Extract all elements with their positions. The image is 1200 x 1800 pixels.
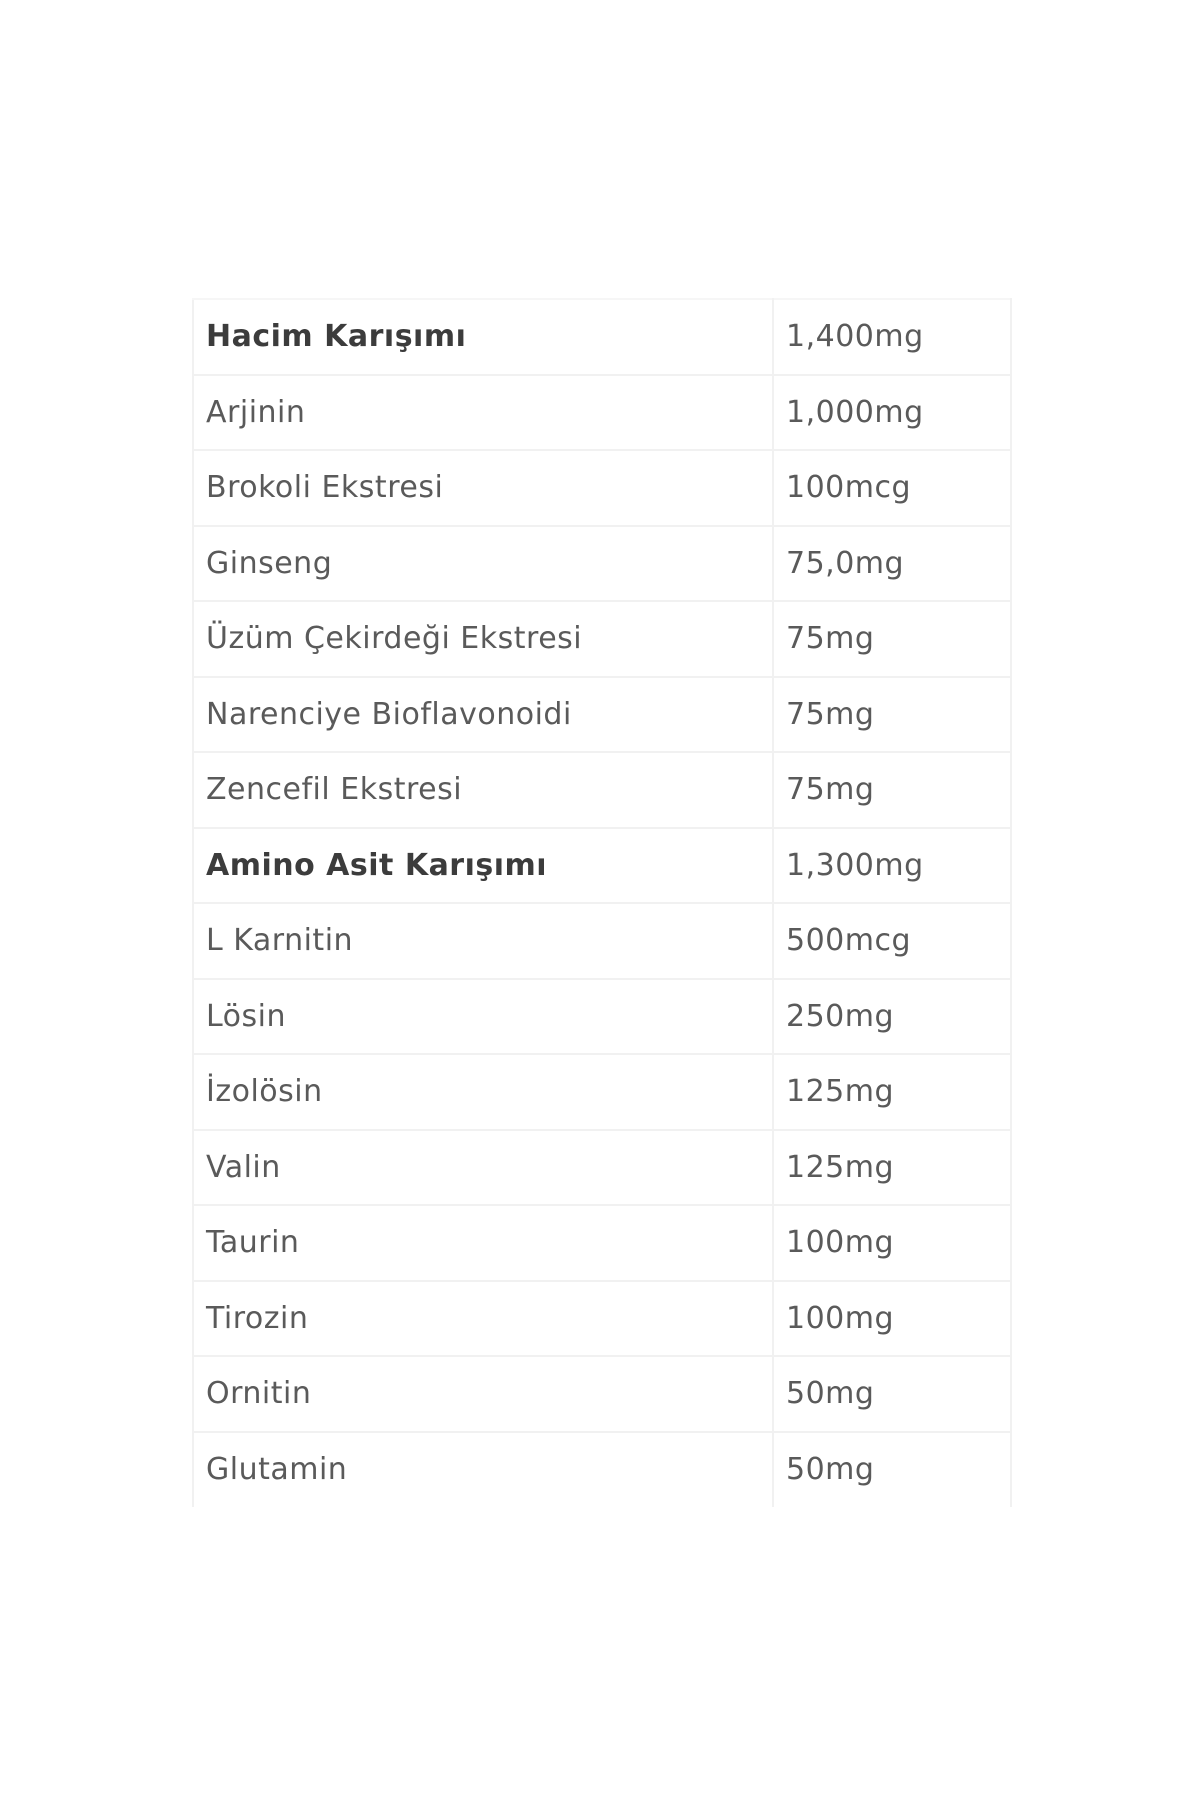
table-row <box>193 1281 1011 1357</box>
ingredient-amount: 50mg <box>773 1356 1011 1432</box>
ingredient-name: Zencefil Ekstresi <box>193 752 773 828</box>
ingredient-amount: 50mg <box>773 1432 1011 1508</box>
table-row <box>193 1130 1011 1206</box>
ingredient-name: Hacim Karışımı <box>193 299 773 375</box>
ingredients-table <box>192 298 1012 1507</box>
ingredient-name: Valin <box>193 1130 773 1206</box>
table-row <box>193 828 1011 904</box>
ingredient-name: Narenciye Bioflavonoidi <box>193 677 773 753</box>
ingredient-amount: 1,400mg <box>773 299 1011 375</box>
table-row <box>193 601 1011 677</box>
table-row <box>193 979 1011 1055</box>
table-row <box>193 375 1011 451</box>
ingredient-amount: 250mg <box>773 979 1011 1055</box>
table-row <box>193 752 1011 828</box>
ingredient-amount: 1,000mg <box>773 375 1011 451</box>
ingredient-amount: 125mg <box>773 1054 1011 1130</box>
ingredient-name: Ginseng <box>193 526 773 602</box>
ingredient-name: Arjinin <box>193 375 773 451</box>
table-row <box>193 1205 1011 1281</box>
ingredient-name: Lösin <box>193 979 773 1055</box>
ingredient-amount: 100mg <box>773 1205 1011 1281</box>
table-row <box>193 903 1011 979</box>
ingredient-name: Taurin <box>193 1205 773 1281</box>
ingredient-amount: 75,0mg <box>773 526 1011 602</box>
ingredient-name: Glutamin <box>193 1432 773 1508</box>
table-row <box>193 299 1011 375</box>
ingredient-amount: 75mg <box>773 601 1011 677</box>
ingredient-amount: 100mcg <box>773 450 1011 526</box>
ingredients-table-container <box>192 298 1010 1507</box>
ingredient-name: Ornitin <box>193 1356 773 1432</box>
ingredient-amount: 500mcg <box>773 903 1011 979</box>
ingredient-name: Üzüm Çekirdeği Ekstresi <box>193 601 773 677</box>
ingredient-name: İzolösin <box>193 1054 773 1130</box>
ingredient-amount: 1,300mg <box>773 828 1011 904</box>
ingredient-name: Tirozin <box>193 1281 773 1357</box>
ingredient-name: Amino Asit Karışımı <box>193 828 773 904</box>
ingredient-name: Brokoli Ekstresi <box>193 450 773 526</box>
ingredient-amount: 75mg <box>773 752 1011 828</box>
table-row <box>193 1432 1011 1508</box>
table-row <box>193 1356 1011 1432</box>
table-row <box>193 450 1011 526</box>
ingredient-amount: 125mg <box>773 1130 1011 1206</box>
table-row <box>193 1054 1011 1130</box>
ingredient-amount: 100mg <box>773 1281 1011 1357</box>
table-row <box>193 526 1011 602</box>
table-row <box>193 677 1011 753</box>
ingredient-name: L Karnitin <box>193 903 773 979</box>
ingredient-amount: 75mg <box>773 677 1011 753</box>
